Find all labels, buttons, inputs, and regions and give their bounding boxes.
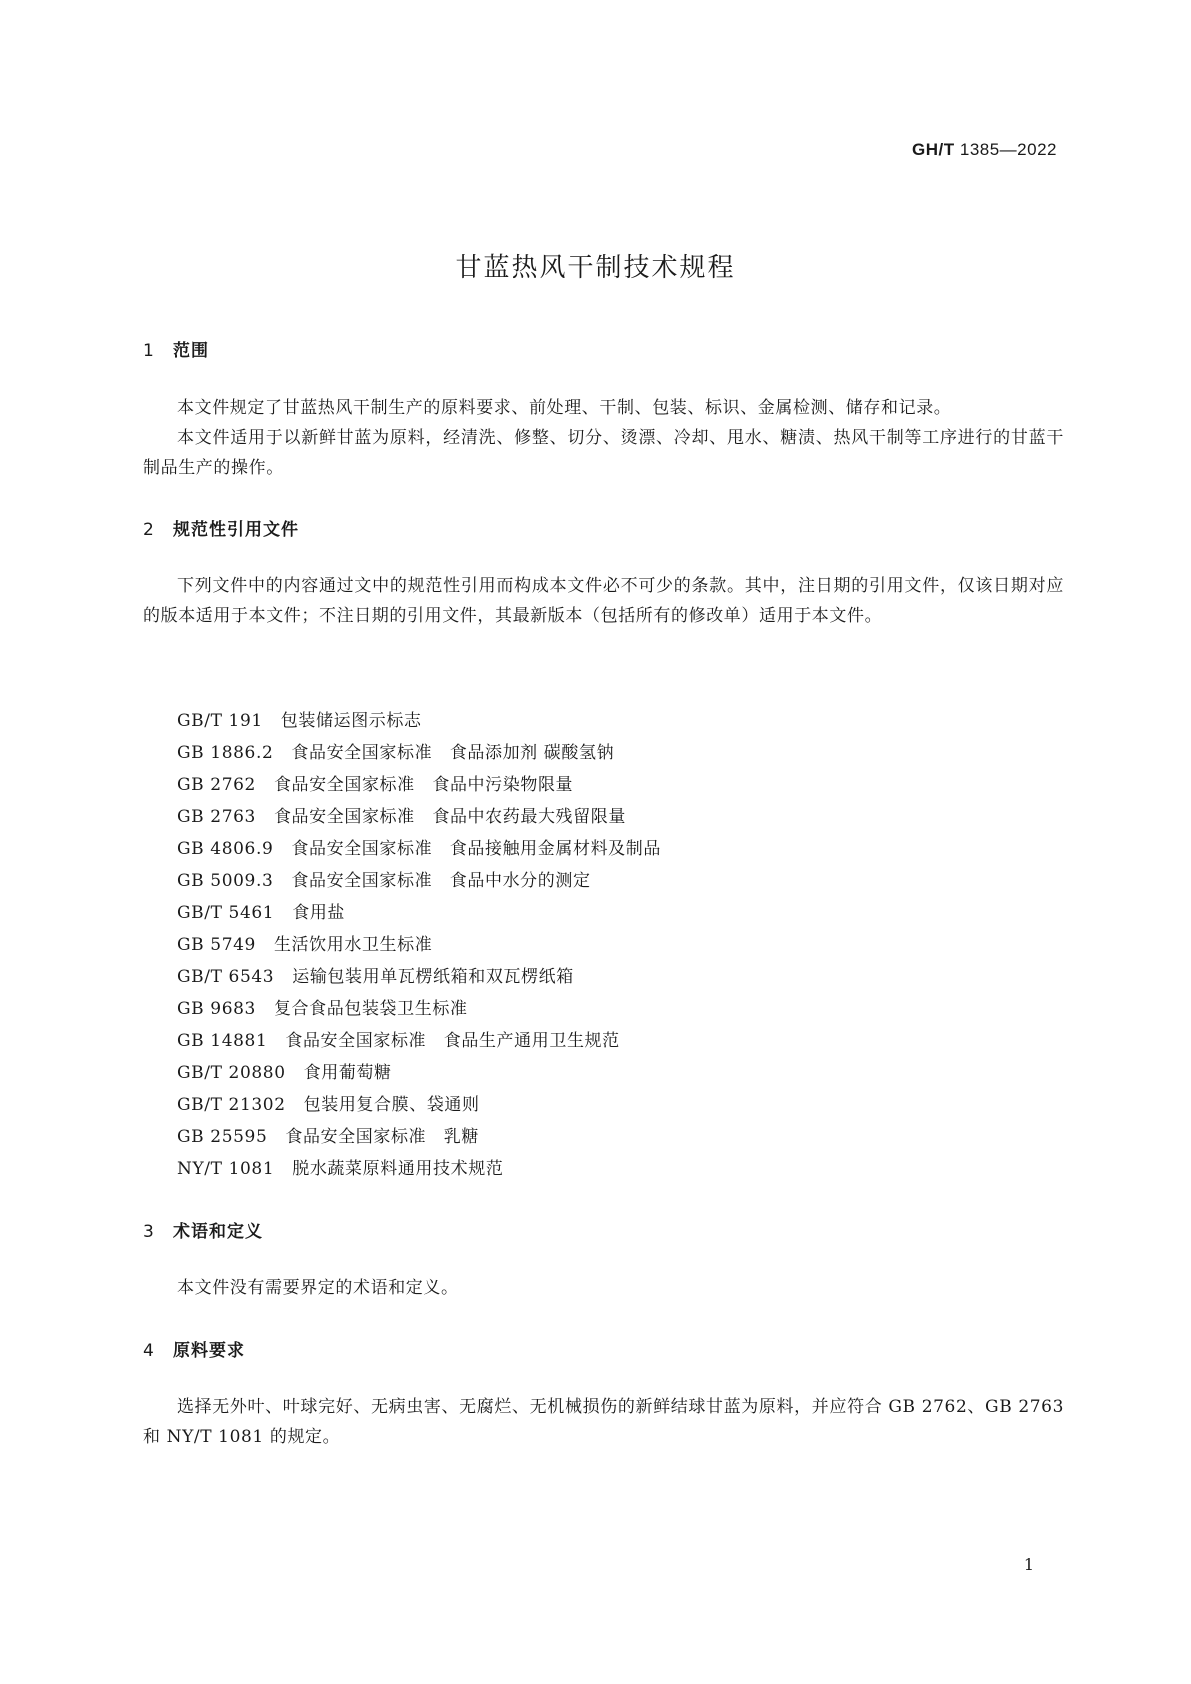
reference-item (177, 1089, 661, 1121)
reference-item (177, 929, 661, 961)
reference-code: GB 5009.3 (177, 871, 274, 891)
section-4-title: 原料要求 (173, 1341, 245, 1361)
reference-code: GB/T 21302 (177, 1095, 286, 1115)
reference-item (177, 801, 661, 833)
reference-item (177, 833, 661, 865)
reference-code: GB 2762 (177, 775, 256, 795)
section-3-heading (143, 1217, 263, 1242)
reference-code: GB/T 20880 (177, 1063, 286, 1083)
reference-title: 脱水蔬菜原料通用技术规范 (292, 1159, 504, 1179)
page-number: 1 (1023, 1555, 1034, 1574)
section-1-title: 范围 (173, 341, 209, 361)
reference-title: 食用葡萄糖 (303, 1063, 392, 1083)
section-1-heading (143, 336, 209, 361)
reference-title: 包装储运图示标志 (280, 711, 422, 731)
reference-code: GB 25595 (177, 1127, 268, 1147)
section-3-number: 3 (143, 1222, 155, 1242)
section-3-title: 术语和定义 (173, 1222, 263, 1242)
reference-code: GB 1886.2 (177, 743, 274, 763)
reference-item (177, 897, 661, 929)
reference-title: 食品安全国家标准 食品生产通用卫生规范 (285, 1031, 620, 1051)
reference-title: 食品安全国家标准 食品中污染物限量 (273, 775, 574, 795)
reference-title: 食品安全国家标准 食品添加剂 碳酸氢钠 (291, 743, 615, 763)
reference-item (177, 705, 661, 737)
section-4-number: 4 (143, 1341, 155, 1361)
reference-code: GB 2763 (177, 807, 256, 827)
section-4-heading (143, 1336, 245, 1361)
section-2-paragraph-1: 下列文件中的内容通过文中的规范性引用而构成本文件必不可少的条款。其中，注日期的引用文件，仅该日期对应的版本适用于本文件；不注日期的引用文件，其最新版本（包括所有的修改单）适用于本文件。 (143, 576, 1064, 626)
document-code (912, 140, 1057, 160)
reference-item (177, 865, 661, 897)
document-code-prefix: GH/T (912, 140, 955, 159)
reference-item (177, 769, 661, 801)
reference-code: GB 5749 (177, 935, 256, 955)
reference-item (177, 1153, 661, 1185)
reference-code: GB/T 191 (177, 711, 263, 731)
reference-title: 食用盐 (292, 903, 346, 923)
section-2-title: 规范性引用文件 (173, 520, 299, 540)
reference-title: 运输包装用单瓦楞纸箱和双瓦楞纸箱 (292, 967, 574, 987)
section-3-paragraph-1: 本文件没有需要界定的术语和定义。 (177, 1278, 459, 1298)
section-1-paragraph-1: 本文件规定了甘蓝热风干制生产的原料要求、前处理、干制、包装、标识、金属检测、储存和记录。 (177, 398, 952, 418)
document-code-number: 1385—2022 (959, 140, 1057, 159)
reference-item (177, 737, 661, 769)
section-1-paragraph-2: 本文件适用于以新鲜甘蓝为原料，经清洗、修整、切分、烫漂、冷却、甩水、糖渍、热风干制等工序进行的甘蓝干制品生产的操作。 (143, 428, 1064, 478)
section-2-number: 2 (143, 520, 155, 540)
reference-title: 包装用复合膜、袋通则 (303, 1095, 480, 1115)
section-2-heading (143, 515, 299, 540)
reference-code: GB/T 6543 (177, 967, 275, 987)
normative-reference-list (177, 705, 661, 1185)
reference-item (177, 961, 661, 993)
document-title: 甘蓝热风干制技术规程 (455, 253, 736, 283)
reference-code: GB 14881 (177, 1031, 268, 1051)
reference-code: GB 9683 (177, 999, 256, 1019)
reference-code: GB/T 5461 (177, 903, 275, 923)
reference-title: 食品安全国家标准 食品中农药最大残留限量 (273, 807, 626, 827)
section-4-paragraph-1: 选择无外叶、叶球完好、无病虫害、无腐烂、无机械损伤的新鲜结球甘蓝为原料，并应符合 GB 2762、GB 2763 和 NY/T 1081 的规定。 (143, 1397, 1064, 1447)
reference-title: 生活饮用水卫生标准 (273, 935, 433, 955)
reference-item (177, 1057, 661, 1089)
reference-item (177, 993, 661, 1025)
reference-title: 食品安全国家标准 食品中水分的测定 (291, 871, 591, 891)
reference-title: 复合食品包装袋卫生标准 (273, 999, 468, 1019)
reference-title: 食品安全国家标准 乳糖 (285, 1127, 479, 1147)
reference-code: NY/T 1081 (177, 1159, 275, 1179)
reference-item (177, 1121, 661, 1153)
reference-code: GB 4806.9 (177, 839, 274, 859)
section-1-number: 1 (143, 341, 155, 361)
reference-item (177, 1025, 661, 1057)
reference-title: 食品安全国家标准 食品接触用金属材料及制品 (291, 839, 661, 859)
